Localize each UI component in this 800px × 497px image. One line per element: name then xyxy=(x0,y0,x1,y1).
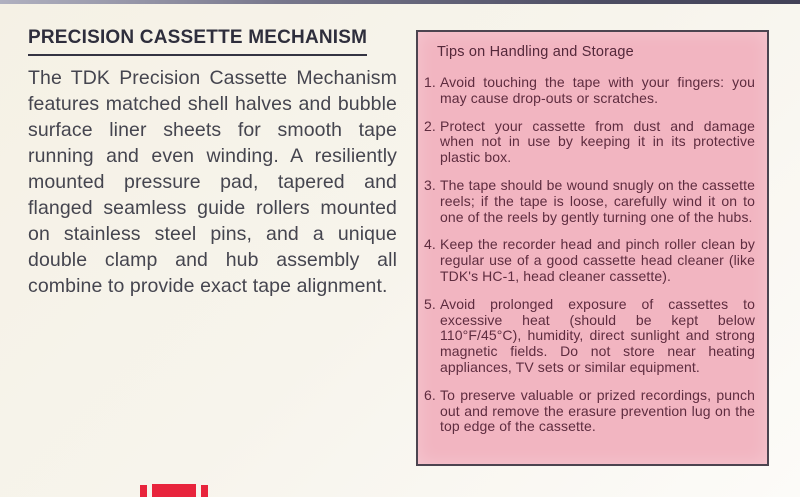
tdk-logo-icon xyxy=(138,484,210,497)
tip-text: Avoid touching the tape with your fingers: you may cause drop-outs or scratches. xyxy=(440,74,755,106)
tip-item xyxy=(424,388,755,435)
tip-number: 6. xyxy=(424,386,436,403)
article-body: The TDK Precision Cassette Mechanism features matched shell halves and bubble surface liner sheets for smooth tape running and even winding. A resiliently mounted pressure pad, tapered and flanged seamless guide rollers mounted on stainless steel pins, and a unique double clamp and hub assembly all combine to provide exact tape alignment. xyxy=(28,67,397,297)
tip-item xyxy=(424,119,755,166)
tdk-logo-bar-right xyxy=(201,485,208,497)
article-title: PRECISION CASSETTE MECHANISM xyxy=(28,27,367,56)
tip-text: The tape should be wound snugly on the cassette reels; if the tape is loose, carefully wind it on to one of the reels by gently turning one of the hubs. xyxy=(440,176,755,225)
tips-list xyxy=(424,75,755,435)
tip-item xyxy=(424,297,755,376)
tip-number: 1. xyxy=(424,74,436,90)
tip-number: 5. xyxy=(424,295,436,312)
tip-text: Protect your cassette from dust and damage when not in use by keeping it in its protective plastic box. xyxy=(440,117,755,166)
tip-text: Avoid prolonged exposure of cassettes to excessive heat (should be kept below 110°F/45°C), humidity, direct sunlight and strong magnetic fields. Do not store near heating appliances, TV sets or similar equipment. xyxy=(440,295,755,375)
tip-item xyxy=(424,75,755,107)
tip-number: 4. xyxy=(424,236,436,253)
tdk-logo-bar-left xyxy=(140,485,147,497)
tips-panel xyxy=(416,30,769,466)
tip-text: Keep the recorder head and pinch roller clean by regular use of a good cassette head cleaner (like TDK's HC-1, head cleaner cassette). xyxy=(440,236,755,284)
tips-panel-title: Tips on Handling and Storage xyxy=(437,44,634,60)
tip-item xyxy=(424,237,755,284)
scan-edge-top xyxy=(0,0,800,4)
tip-number: 2. xyxy=(424,117,436,134)
tdk-logo-bar-middle xyxy=(152,484,196,497)
tip-number: 3. xyxy=(424,176,436,193)
tip-text: To preserve valuable or prized recordings, punch out and remove the erasure prevention lug on the top edge of the cassette. xyxy=(440,386,755,435)
article-column xyxy=(28,27,397,299)
tip-item xyxy=(424,178,755,225)
